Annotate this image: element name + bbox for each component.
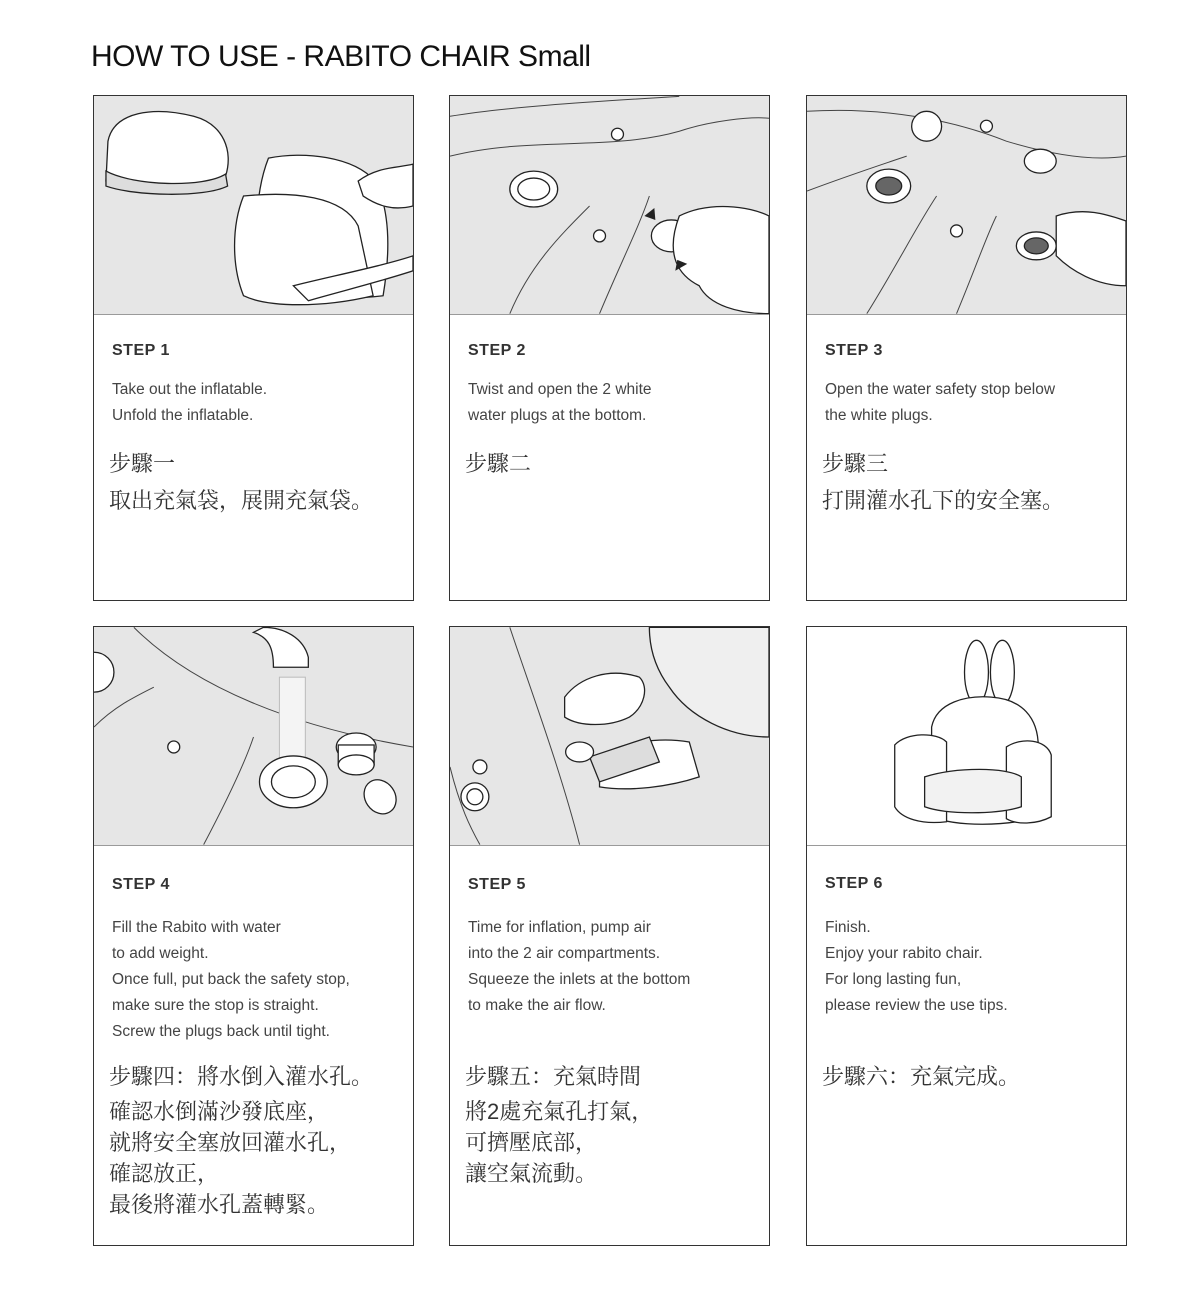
open-safety-stop-icon: [807, 96, 1126, 314]
pump-air-icon: [450, 627, 769, 845]
step-2-en-line: water plugs at the bottom.: [468, 407, 647, 424]
step-3-label: STEP 3: [825, 342, 883, 359]
step-5-zh-line: 步驟五：充氣時間: [465, 1064, 642, 1089]
step-3-zh-line: 步驟三: [822, 451, 889, 476]
step-5-zh-line: 將2處充氣孔打氣，: [465, 1099, 654, 1124]
step-4-en-line: Once full, put back the safety stop,: [112, 971, 350, 988]
step-3-chinese: [822, 448, 1118, 516]
step-3-illustration: [807, 96, 1126, 315]
step-4-chinese: [109, 1061, 405, 1220]
page-title: HOW TO USE - RABITO CHAIR Small: [91, 40, 591, 73]
step-3-en-line: Open the water safety stop below: [825, 381, 1056, 398]
step-5-label: STEP 5: [468, 876, 526, 893]
step-4-zh-line: 步驟四：將水倒入灌水孔。: [109, 1064, 374, 1089]
step-6-english: [825, 915, 1114, 1019]
step-5-zh-line: 讓空氣流動。: [465, 1161, 598, 1186]
step-5-en-line: Squeeze the inlets at the bottom: [468, 971, 691, 988]
step-6-chinese: [822, 1061, 1118, 1092]
step-3-en-line: the white plugs.: [825, 407, 933, 424]
step-2-card: [449, 95, 770, 601]
step-4-en-line: make sure the stop is straight.: [112, 997, 319, 1014]
step-6-zh-line: 步驟六：充氣完成。: [822, 1064, 1021, 1089]
step-5-en-line: into the 2 air compartments.: [468, 945, 661, 962]
step-1-illustration: [94, 96, 413, 315]
step-5-en-line: to make the air flow.: [468, 997, 606, 1014]
step-5-illustration: [450, 627, 769, 846]
step-1-zh-line: 步驟一: [109, 451, 176, 476]
unfold-inflatable-icon: [94, 96, 413, 314]
step-2-label: STEP 2: [468, 342, 526, 359]
step-2-illustration: [450, 96, 769, 315]
step-5-card: [449, 626, 770, 1246]
step-3-card: [806, 95, 1127, 601]
step-5-chinese: [465, 1061, 761, 1189]
step-2-chinese: [465, 448, 761, 479]
rabbit-chair-icon: [807, 627, 1126, 845]
step-5-english: [468, 915, 757, 1019]
step-4-card: [93, 626, 414, 1246]
step-6-en-line: Finish.: [825, 919, 871, 936]
step-5-zh-line: 可擠壓底部，: [465, 1130, 598, 1155]
step-4-zh-line: 確認放正，: [109, 1161, 220, 1186]
step-1-card: [93, 95, 414, 601]
step-1-label: STEP 1: [112, 342, 170, 359]
step-3-zh-line: 打開灌水孔下的安全塞。: [822, 488, 1065, 513]
step-6-en-line: For long lasting fun,: [825, 971, 962, 988]
step-4-en-line: Screw the plugs back until tight.: [112, 1023, 330, 1040]
step-1-zh-line: 取出充氣袋，展開充氣袋。: [109, 488, 374, 513]
step-1-english: [112, 377, 401, 429]
step-3-english: [825, 377, 1114, 429]
step-1-en-line: Take out the inflatable.: [112, 381, 268, 398]
step-4-zh-line: 確認水倒滿沙發底座，: [109, 1099, 330, 1124]
step-4-label: STEP 4: [112, 876, 170, 893]
step-2-en-line: Twist and open the 2 white: [468, 381, 652, 398]
step-6-illustration: [807, 627, 1126, 846]
step-5-en-line: Time for inflation, pump air: [468, 919, 651, 936]
step-2-zh-line: 步驟二: [465, 451, 532, 476]
step-4-zh-line: 就將安全塞放回灌水孔，: [109, 1130, 352, 1155]
step-6-label: STEP 6: [825, 875, 883, 892]
step-6-en-line: please review the use tips.: [825, 997, 1008, 1014]
step-2-english: [468, 377, 757, 429]
step-6-card: [806, 626, 1127, 1246]
step-4-illustration: [94, 627, 413, 846]
step-4-english: [112, 915, 401, 1045]
twist-open-plugs-icon: [450, 96, 769, 314]
step-4-en-line: Fill the Rabito with water: [112, 919, 281, 936]
step-1-chinese: [109, 448, 405, 516]
step-1-en-line: Unfold the inflatable.: [112, 407, 254, 424]
step-6-en-line: Enjoy your rabito chair.: [825, 945, 983, 962]
step-4-en-line: to add weight.: [112, 945, 209, 962]
step-4-zh-line: 最後將灌水孔蓋轉緊。: [109, 1192, 330, 1217]
fill-water-icon: [94, 627, 413, 845]
